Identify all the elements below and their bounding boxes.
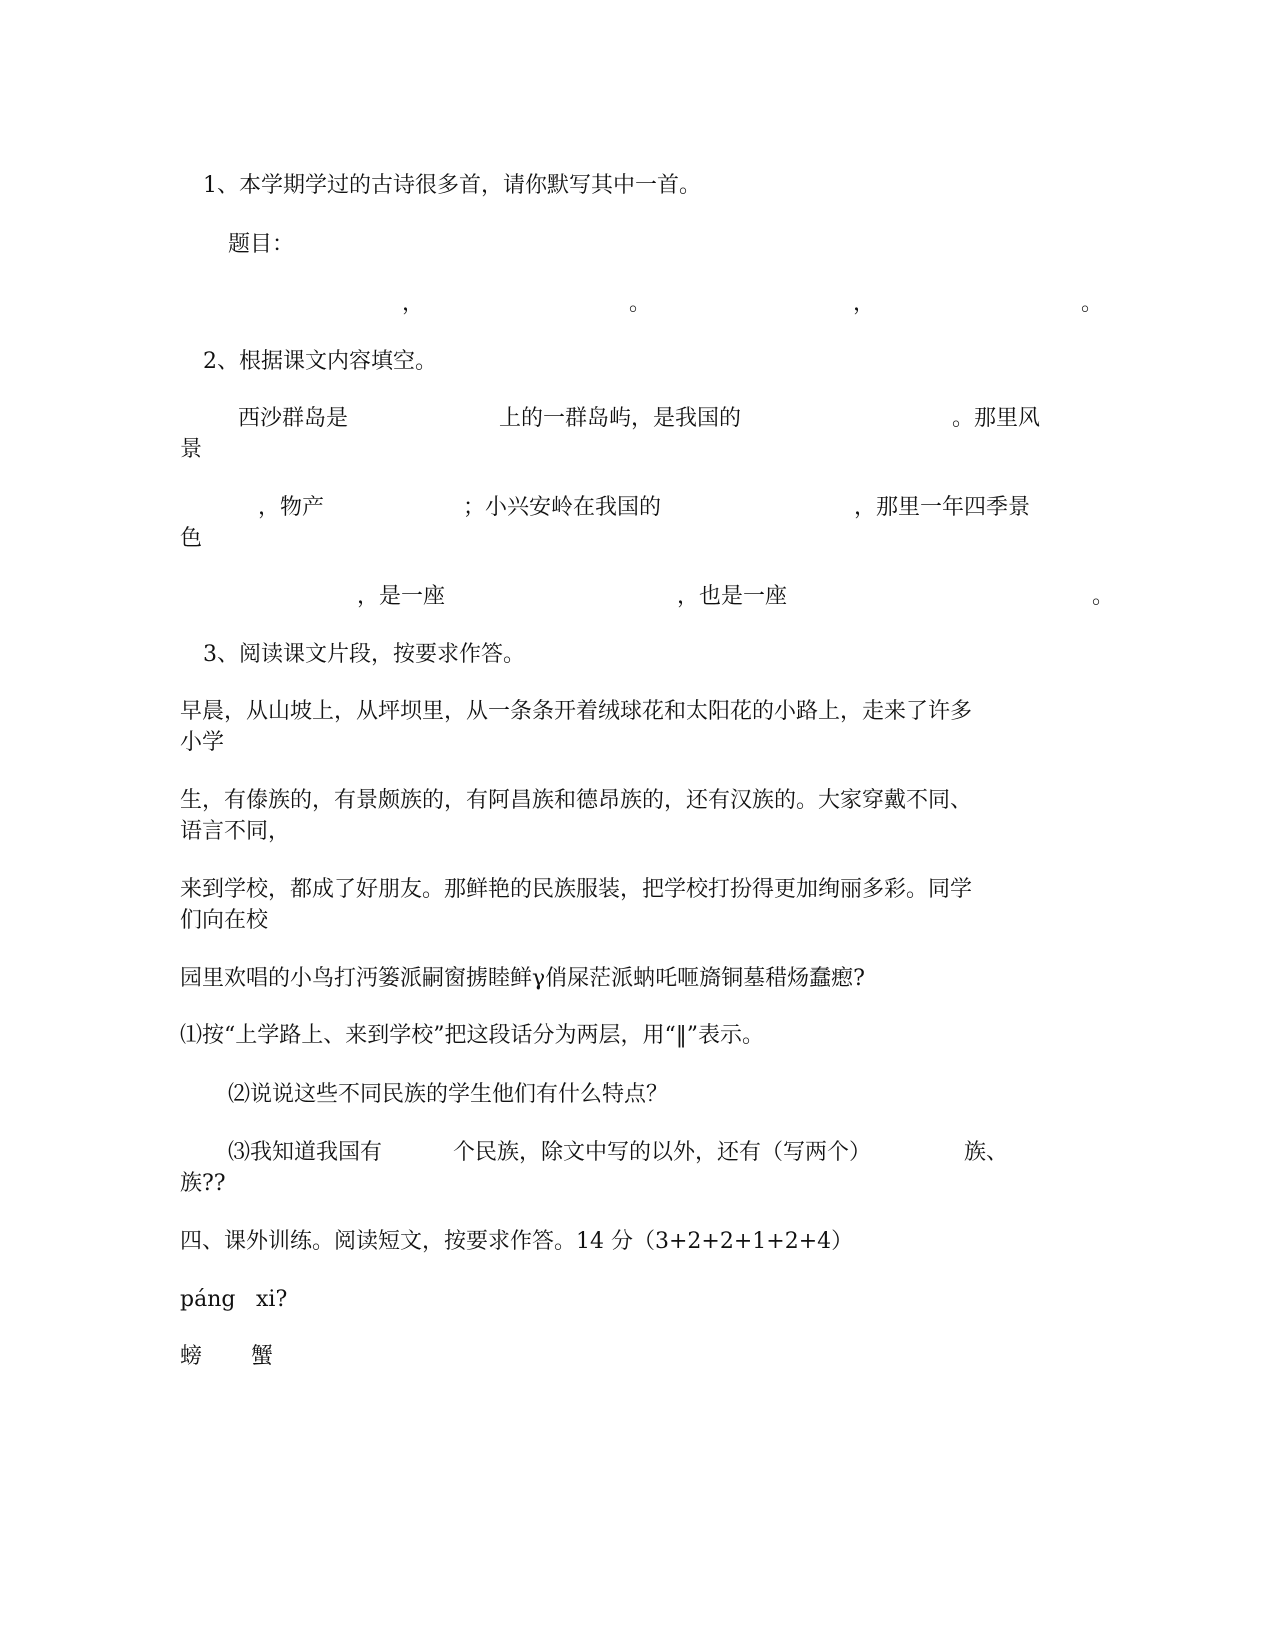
q1-heading: 1、本学期学过的古诗很多首，请你默写其中一首。: [203, 173, 701, 198]
q2-line1-seg3: 。那里风: [952, 406, 1041, 431]
q2-line2-wrap: 色: [180, 526, 203, 551]
q3-passage-line-4: 园里欢唱的小鸟打沔篓派嗣窗掳睦鲜γ俏屎茫派蚋吒咂旖铜墓稓炀蠢瘛?: [180, 966, 865, 991]
q3-sub3-seg1: ⑶我知道我国有: [228, 1140, 383, 1165]
q3-sub-question-1: ⑴按“上学路上、来到学校”把这段话分为两层，用“‖”表示。: [180, 1023, 764, 1048]
q1-punct-3: ，: [853, 291, 876, 316]
pinyin-pang: páng: [180, 1287, 236, 1312]
section4-heading: 四、课外训练。阅读短文，按要求作答。14 分（3+2+2+1+2+4）: [180, 1229, 854, 1254]
q1-punct-2: 。: [629, 291, 652, 316]
q2-line3-seg1: ，是一座: [357, 584, 446, 609]
q3-passage-line-2: 生，有傣族的，有景颇族的，有阿昌族和德昂族的，还有汉族的。大家穿戴不同、: [180, 788, 973, 813]
q1-punct-1: ，: [402, 291, 425, 316]
q3-passage-line-3: 来到学校，都成了好朋友。那鲜艳的民族服装，把学校打扮得更加绚丽多彩。同学: [180, 877, 973, 902]
char-xie: 蟹: [251, 1344, 274, 1369]
q2-line3-seg3: 。: [1092, 584, 1115, 609]
q3-sub3-wrap: 族??: [180, 1171, 226, 1196]
q2-line2-seg2: ；小兴安岭在我国的: [463, 495, 662, 520]
q3-passage-wrap-1: 小学: [180, 730, 225, 755]
q2-line2-seg3: ，那里一年四季景: [854, 495, 1031, 520]
q2-line3-seg2: ，也是一座: [677, 584, 788, 609]
q2-line1-wrap: 景: [180, 437, 203, 462]
q2-line2-seg1: ，物产: [258, 495, 325, 520]
q3-sub3-seg3: 族、: [964, 1140, 1009, 1165]
q2-heading: 2、根据课文内容填空。: [203, 349, 437, 374]
q3-heading: 3、阅读课文片段，按要求作答。: [203, 642, 525, 667]
q3-passage-line-1: 早晨，从山坡上，从坪坝里，从一条条开着绒球花和太阳花的小路上，走来了许多: [180, 699, 973, 724]
pinyin-xie: xi?: [256, 1287, 288, 1312]
q3-passage-wrap-2: 语言不同，: [180, 819, 291, 844]
q2-line1-seg2: 上的一群岛屿，是我国的: [499, 406, 742, 431]
q3-passage-wrap-3: 们向在校: [180, 908, 269, 933]
q3-sub-question-2: ⑵说说这些不同民族的学生他们有什么特点？: [228, 1082, 669, 1107]
q3-sub3-seg2: 个民族，除文中写的以外，还有（写两个）: [453, 1140, 872, 1165]
char-pang: 螃: [180, 1344, 203, 1369]
q1-title-label: 题目：: [228, 232, 295, 257]
q2-line1-seg1: 西沙群岛是: [238, 406, 349, 431]
q1-punct-4: 。: [1081, 291, 1104, 316]
